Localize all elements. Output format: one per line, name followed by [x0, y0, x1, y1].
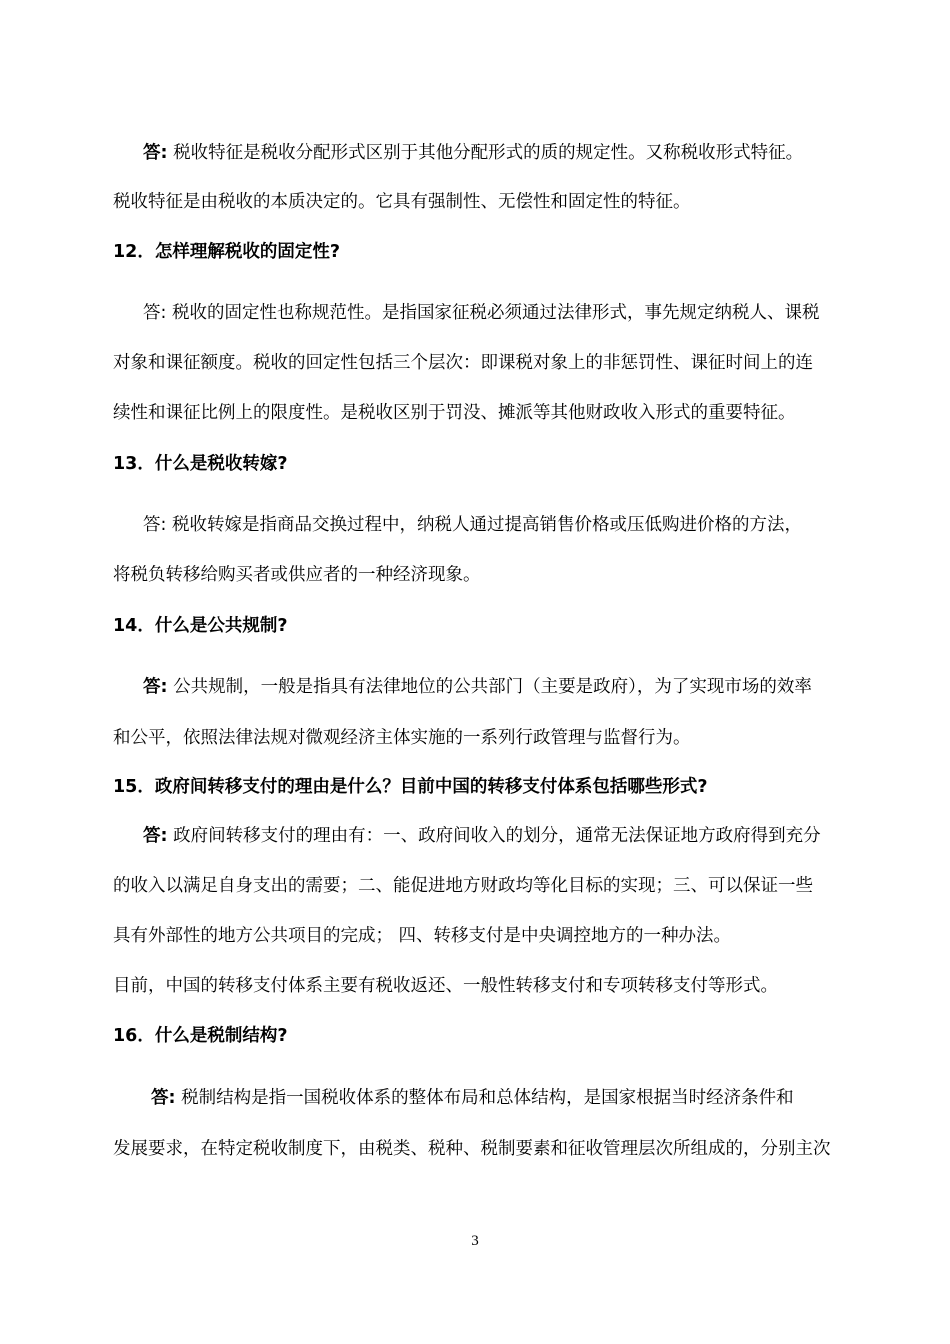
answer-line: 答: 政府间转移支付的理由有：一、政府间收入的划分，通常无法保证地方政府得到充分	[143, 826, 821, 846]
question-heading: 15．政府间转移支付的理由是什么？目前中国的转移支付体系包括哪些形式?	[113, 777, 708, 797]
answer-line: 将税负转移给购买者或供应者的一种经济现象。	[113, 565, 481, 585]
answer-label: 答:	[143, 143, 168, 163]
answer-line: 答: 税收的固定性也称规范性。是指国家征税必须通过法律形式，事先规定纳税人、课税	[143, 303, 820, 323]
question-heading: 14．什么是公共规制?	[113, 616, 288, 636]
answer-line: 发展要求，在特定税收制度下，由税类、税种、税制要素和征收管理层次所组成的，分别主次	[113, 1139, 831, 1159]
question-heading: 12．怎样理解税收的固定性?	[113, 242, 341, 262]
answer-line: 答: 税收转嫁是指商品交换过程中，纳税人通过提高销售价格或压低购进价格的方法，	[143, 515, 802, 535]
answer-line: 答: 税收特征是税收分配形式区别于其他分配形式的质的规定性。又称税收形式特征。	[143, 143, 804, 163]
answer-line: 的收入以满足自身支出的需要；二、能促进地方财政均等化目标的实现；三、可以保证一些	[113, 876, 813, 896]
answer-label: 答:	[143, 677, 168, 697]
answer-label: 答:	[143, 826, 168, 846]
question-heading: 13．什么是税收转嫁?	[113, 454, 288, 474]
answer-line: 目前，中国的转移支付体系主要有税收返还、一般性转移支付和专项转移支付等形式。	[113, 976, 778, 996]
answer-line: 具有外部性的地方公共项目的完成； 四、转移支付是中央调控地方的一种办法。	[113, 926, 732, 946]
answer-line: 答: 公共规制，一般是指具有法律地位的公共部门（主要是政府），为了实现市场的效率	[143, 677, 812, 697]
page-number: 3	[471, 1233, 479, 1249]
answer-line: 答: 税制结构是指一国税收体系的整体布局和总体结构，是国家根据当时经济条件和	[151, 1088, 794, 1108]
answer-label: 答:	[151, 1088, 176, 1108]
answer-line: 对象和课征额度。税收的回定性包括三个层次：即课税对象上的非惩罚性、课征时间上的连	[113, 353, 813, 373]
answer-line: 续性和课征比例上的限度性。是税收区别于罚没、摊派等其他财政收入形式的重要特征。	[113, 403, 796, 423]
answer-label: 答:	[143, 303, 167, 323]
answer-label: 答:	[143, 515, 167, 535]
question-heading: 16．什么是税制结构?	[113, 1026, 288, 1046]
answer-line: 和公平，依照法律法规对微观经济主体实施的一系列行政管理与监督行为。	[113, 728, 691, 748]
answer-line: 税收特征是由税收的本质决定的。它具有强制性、无偿性和固定性的特征。	[113, 192, 691, 212]
